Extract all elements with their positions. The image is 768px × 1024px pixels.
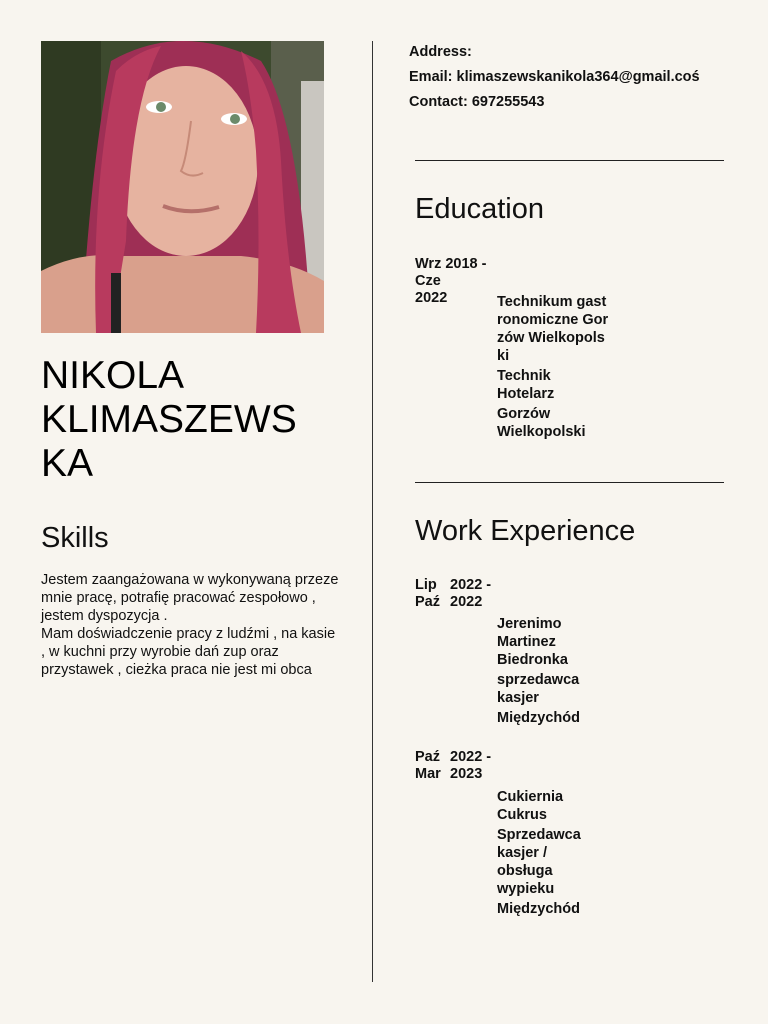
email-line: Email: klimaszewskanikola364@gmail.coś [409, 69, 700, 85]
contact-block [409, 40, 700, 115]
work-date [415, 577, 515, 611]
work-end-month: Mar [415, 766, 441, 782]
work-detail [497, 788, 592, 920]
education-degree: Technik Hotelarz [497, 368, 555, 402]
name-line-1: NIKOLA [41, 354, 185, 397]
work-heading: Work Experience [415, 515, 636, 547]
candidate-name [41, 354, 341, 486]
work-date [415, 749, 515, 783]
education-date-line-1: Wrz 2018 - Cze [415, 256, 487, 289]
work-location: Międzychód [497, 901, 580, 917]
name-line-3: KA [41, 442, 94, 485]
skills-paragraph-2: Mam doświadczenie pracy z ludźmi , na kasie , w kuchni przy wyrobie dań zup oraz przystawek , cieżka praca nie jest mi obca [41, 626, 336, 678]
work-role: sprzedawca kasjer [497, 672, 580, 706]
work-role: Sprzedawca kasjer / obsługa wypieku [497, 827, 581, 897]
work-employer: Jerenimo Martinez Biedronka [497, 616, 568, 668]
section-divider [415, 160, 724, 161]
work-end-year: 2023 [450, 766, 483, 782]
address-line: Address: [409, 44, 472, 60]
skills-heading: Skills [41, 522, 109, 554]
name-line-2: KLIMASZEWS [41, 398, 297, 441]
work-end-month: Paź [415, 594, 440, 610]
education-date-line-2: 2022 [415, 290, 448, 306]
work-start-year: 2022 - [450, 749, 492, 765]
column-divider [372, 41, 373, 982]
education-detail [497, 293, 609, 443]
work-location: Międzychód [497, 710, 580, 726]
phone-line: Contact: 697255543 [409, 94, 545, 110]
education-school: Technikum gastronomiczne Gorzów Wielkopolski [497, 294, 609, 364]
education-heading: Education [415, 193, 544, 225]
education-location: Gorzów Wielkopolski [497, 406, 586, 440]
skills-text [41, 571, 341, 679]
work-start-month: Paź [415, 749, 440, 765]
section-divider [415, 482, 724, 483]
work-start-month: Lip [415, 577, 437, 593]
work-employer: Cukiernia Cukrus [497, 789, 564, 823]
skills-paragraph-1: Jestem zaangażowana w wykonywaną przeze mnie pracę, potrafię pracować zespołowo , jestem dyspozycja . [41, 572, 339, 624]
work-detail [497, 615, 592, 729]
work-end-year: 2022 [450, 594, 483, 610]
profile-photo [41, 41, 324, 333]
work-start-year: 2022 - [450, 577, 492, 593]
